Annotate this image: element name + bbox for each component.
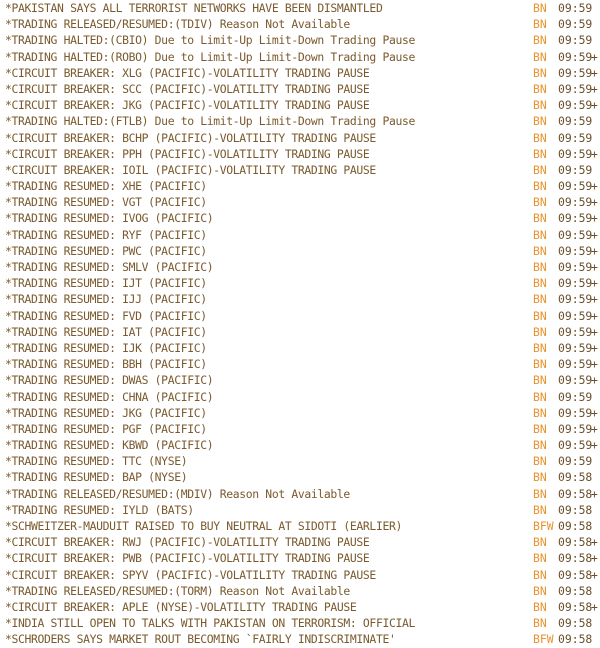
related-stories-marker[interactable]: +	[591, 243, 598, 258]
news-source: BN	[533, 599, 547, 614]
news-headline[interactable]: *TRADING RESUMED: CHNA (PACIFIC)	[5, 389, 214, 404]
related-stories-marker[interactable]: +	[591, 146, 598, 161]
news-time: 09:59	[558, 227, 593, 242]
news-headline[interactable]: *TRADING RESUMED: IAT (PACIFIC)	[5, 324, 207, 339]
news-headline[interactable]: *SCHWEITZER-MAUDUIT RAISED TO BUY NEUTRAL AT SIDOTI (EARLIER)	[5, 519, 402, 533]
news-row[interactable]	[0, 162, 600, 178]
news-row[interactable]	[0, 113, 600, 129]
news-headline[interactable]: *TRADING HALTED:(ROBO) Due to Limit-Up Limit-Down Trading Pause	[5, 49, 415, 64]
news-row[interactable]	[0, 550, 600, 566]
news-source: BN	[533, 373, 547, 388]
related-stories-marker[interactable]: +	[591, 260, 598, 274]
news-row[interactable]	[0, 615, 600, 631]
news-headline[interactable]: *CIRCUIT BREAKER: BCHP (PACIFIC)-VOLATILITY TRADING PAUSE	[5, 130, 376, 145]
news-headline[interactable]: *CIRCUIT BREAKER: SCC (PACIFIC)-VOLATILITY TRADING PAUSE	[5, 81, 370, 96]
news-row[interactable]	[0, 49, 600, 65]
related-stories-marker[interactable]: +	[591, 340, 598, 355]
news-headline[interactable]: *TRADING RESUMED: JKG (PACIFIC)	[5, 405, 207, 420]
news-source: BN	[533, 454, 547, 469]
news-row[interactable]	[0, 308, 600, 324]
news-source: BN	[533, 292, 547, 307]
news-row[interactable]	[0, 631, 600, 647]
news-time: 09:59	[558, 33, 593, 48]
news-source: BN	[533, 421, 547, 436]
news-row[interactable]	[0, 389, 600, 405]
news-headline[interactable]: *CIRCUIT BREAKER: PPH (PACIFIC)-VOLATILITY TRADING PAUSE	[5, 146, 370, 161]
news-headline[interactable]: *TRADING RELEASED/RESUMED:(MDIV) Reason Not Available	[5, 486, 350, 501]
news-headline[interactable]: *TRADING RESUMED: IVOG (PACIFIC)	[5, 211, 214, 226]
related-stories-marker[interactable]: +	[591, 292, 598, 307]
news-time: 09:58	[558, 567, 593, 582]
news-row[interactable]	[0, 227, 600, 243]
news-row[interactable]	[0, 518, 600, 534]
related-stories-marker[interactable]: +	[591, 324, 598, 339]
news-time: 09:59	[558, 324, 593, 339]
news-headline[interactable]: *CIRCUIT BREAKER: PWB (PACIFIC)-VOLATILITY TRADING PAUSE	[5, 551, 370, 566]
news-row[interactable]	[0, 275, 600, 291]
news-source: BN	[533, 276, 547, 291]
news-time: 09:59	[558, 308, 593, 323]
news-headline[interactable]: *CIRCUIT BREAKER: JKG (PACIFIC)-VOLATILITY TRADING PAUSE	[5, 98, 370, 113]
news-source: BN	[533, 308, 547, 323]
related-stories-marker[interactable]: +	[591, 195, 598, 210]
news-time: 09:58	[558, 535, 593, 550]
news-headline[interactable]: *TRADING RESUMED: KBWD (PACIFIC)	[5, 438, 214, 453]
related-stories-marker[interactable]: +	[591, 373, 598, 388]
news-headline[interactable]: *CIRCUIT BREAKER: XLG (PACIFIC)-VOLATILITY TRADING PAUSE	[5, 65, 370, 80]
news-row[interactable]	[0, 356, 600, 372]
news-time: 09:58	[558, 551, 593, 566]
news-time: 09:59	[558, 146, 593, 161]
news-source: BN	[533, 179, 547, 194]
news-row[interactable]	[0, 583, 600, 599]
related-stories-marker[interactable]: +	[591, 486, 598, 501]
news-source: BN	[533, 340, 547, 355]
news-source: BN	[533, 470, 547, 485]
news-row[interactable]	[0, 81, 600, 97]
news-headline[interactable]: *TRADING RELEASED/RESUMED:(TDIV) Reason Not Available	[5, 17, 350, 32]
related-stories-marker[interactable]: +	[591, 81, 598, 96]
news-time: 09:59	[558, 260, 593, 274]
related-stories-marker[interactable]: +	[591, 308, 598, 323]
news-source: BN	[533, 114, 547, 129]
news-row[interactable]	[0, 599, 600, 615]
news-time: 09:59	[558, 357, 593, 372]
news-time: 09:59	[558, 243, 593, 258]
news-row[interactable]	[0, 469, 600, 485]
news-source: BN	[533, 389, 547, 404]
news-time: 09:59	[558, 421, 593, 436]
news-time: 09:59	[558, 195, 593, 210]
news-row[interactable]	[0, 97, 600, 113]
news-time: 09:58	[558, 470, 593, 485]
news-headline[interactable]: *TRADING RESUMED: PGF (PACIFIC)	[5, 421, 207, 436]
news-time: 09:58	[558, 632, 593, 647]
news-source: BFW	[533, 519, 554, 533]
related-stories-marker[interactable]: +	[591, 599, 598, 614]
news-source: BN	[533, 211, 547, 226]
news-source: BN	[533, 486, 547, 501]
news-row[interactable]	[0, 291, 600, 307]
news-headline[interactable]: *TRADING RESUMED: BAP (NYSE)	[5, 470, 188, 485]
news-time: 09:58	[558, 599, 593, 614]
related-stories-marker[interactable]: +	[591, 211, 598, 226]
news-headline[interactable]: *TRADING RESUMED: IJT (PACIFIC)	[5, 276, 207, 291]
news-source: BN	[533, 81, 547, 96]
news-source: BN	[533, 357, 547, 372]
news-time: 09:59	[558, 98, 593, 113]
news-row[interactable]	[0, 405, 600, 421]
news-headline[interactable]: *PAKISTAN SAYS ALL TERRORIST NETWORKS HAVE BEEN DISMANTLED	[5, 1, 383, 15]
news-row[interactable]	[0, 421, 600, 437]
news-row[interactable]	[0, 194, 600, 210]
news-time: 09:59	[558, 81, 593, 96]
related-stories-marker[interactable]: +	[591, 227, 598, 242]
news-source: BN	[533, 17, 547, 32]
news-time: 09:59	[558, 389, 593, 404]
news-row[interactable]	[0, 259, 600, 275]
news-headline[interactable]: *CIRCUIT BREAKER: IOIL (PACIFIC)-VOLATILITY TRADING PAUSE	[5, 162, 376, 177]
news-source: BN	[533, 195, 547, 210]
news-time: 09:59	[558, 17, 593, 32]
news-source: BN	[533, 438, 547, 453]
news-source: BN	[533, 33, 547, 48]
news-source: BN	[533, 405, 547, 420]
news-time: 09:58	[558, 519, 593, 533]
related-stories-marker[interactable]: +	[591, 535, 598, 550]
related-stories-marker[interactable]: +	[591, 179, 598, 194]
news-headline[interactable]: *TRADING RESUMED: VGT (PACIFIC)	[5, 195, 207, 210]
news-source: BN	[533, 227, 547, 242]
news-row[interactable]	[0, 502, 600, 518]
news-row[interactable]	[0, 32, 600, 48]
related-stories-marker[interactable]: +	[591, 65, 598, 80]
related-stories-marker[interactable]: +	[591, 405, 598, 420]
news-headline[interactable]: *TRADING RESUMED: PWC (PACIFIC)	[5, 243, 207, 258]
news-time: 09:58	[558, 502, 593, 517]
news-time: 09:59	[558, 114, 593, 129]
news-time: 09:58	[558, 486, 593, 501]
news-row[interactable]	[0, 130, 600, 146]
news-row[interactable]	[0, 16, 600, 32]
news-time: 09:58	[558, 616, 593, 631]
related-stories-marker[interactable]: +	[591, 276, 598, 291]
news-headline[interactable]: *TRADING RESUMED: IJK (PACIFIC)	[5, 340, 207, 355]
news-time: 09:59	[558, 179, 593, 194]
news-source: BN	[533, 260, 547, 274]
news-headline[interactable]: *TRADING RESUMED: DWAS (PACIFIC)	[5, 373, 214, 388]
news-source: BN	[533, 567, 547, 582]
news-time: 09:59	[558, 211, 593, 226]
news-source: BN	[533, 583, 547, 598]
news-row[interactable]	[0, 324, 600, 340]
news-time: 09:59	[558, 276, 593, 291]
news-row[interactable]	[0, 437, 600, 453]
news-headline[interactable]: *TRADING RESUMED: XHE (PACIFIC)	[5, 179, 207, 194]
related-stories-marker[interactable]: +	[591, 49, 598, 64]
news-headline[interactable]: *TRADING RESUMED: BBH (PACIFIC)	[5, 357, 207, 372]
related-stories-marker[interactable]: +	[591, 357, 598, 372]
news-time: 09:59	[558, 373, 593, 388]
related-stories-marker[interactable]: +	[591, 567, 598, 582]
news-headline[interactable]: *SCHRODERS SAYS MARKET ROUT BECOMING `FAIRLY INDISCRIMINATE'	[5, 632, 396, 647]
news-time: 09:59	[558, 454, 593, 469]
related-stories-marker[interactable]: +	[591, 438, 598, 453]
news-source: BN	[533, 49, 547, 64]
news-headline[interactable]: *TRADING RESUMED: FVD (PACIFIC)	[5, 308, 207, 323]
news-time: 09:59	[558, 405, 593, 420]
news-time: 09:59	[558, 130, 593, 145]
news-row[interactable]	[0, 534, 600, 550]
news-source: BN	[533, 243, 547, 258]
news-source: BN	[533, 551, 547, 566]
news-time: 09:59	[558, 340, 593, 355]
news-row[interactable]	[0, 340, 600, 356]
news-row[interactable]	[0, 453, 600, 469]
news-source: BN	[533, 616, 547, 631]
news-headline[interactable]: *TRADING RESUMED: SMLV (PACIFIC)	[5, 260, 214, 274]
news-time: 09:59	[558, 65, 593, 80]
news-time: 09:59	[558, 438, 593, 453]
news-source: BN	[533, 324, 547, 339]
news-source: BN	[533, 98, 547, 113]
news-row[interactable]	[0, 178, 600, 194]
related-stories-marker[interactable]: +	[591, 421, 598, 436]
news-headline[interactable]: *TRADING HALTED:(CBIO) Due to Limit-Up Limit-Down Trading Pause	[5, 33, 415, 48]
news-row[interactable]	[0, 0, 600, 16]
news-headline[interactable]: *TRADING RESUMED: TTC (NYSE)	[5, 454, 188, 469]
news-source: BN	[533, 502, 547, 517]
news-row[interactable]	[0, 65, 600, 81]
news-row[interactable]	[0, 372, 600, 388]
news-headline[interactable]: *CIRCUIT BREAKER: SPYV (PACIFIC)-VOLATILITY TRADING PAUSE	[5, 567, 376, 582]
news-time: 09:59	[558, 292, 593, 307]
news-time: 09:59	[558, 1, 593, 15]
related-stories-marker[interactable]: +	[591, 98, 598, 113]
news-source: BFW	[533, 632, 554, 647]
news-row[interactable]	[0, 486, 600, 502]
related-stories-marker[interactable]: +	[591, 551, 598, 566]
news-headline[interactable]: *TRADING RESUMED: IJJ (PACIFIC)	[5, 292, 207, 307]
news-source: BN	[533, 130, 547, 145]
news-time: 09:59	[558, 162, 593, 177]
news-source: BN	[533, 1, 547, 15]
news-headline[interactable]: *CIRCUIT BREAKER: APLE (NYSE)-VOLATILITY TRADING PAUSE	[5, 599, 357, 614]
news-time: 09:59	[558, 49, 593, 64]
news-headline[interactable]: *CIRCUIT BREAKER: RWJ (PACIFIC)-VOLATILITY TRADING PAUSE	[5, 535, 370, 550]
news-headline[interactable]: *TRADING RESUMED: RYF (PACIFIC)	[5, 227, 207, 242]
news-time: 09:58	[558, 583, 593, 598]
news-headline[interactable]: *TRADING HALTED:(FTLB) Due to Limit-Up Limit-Down Trading Pause	[5, 114, 415, 129]
news-row[interactable]	[0, 243, 600, 259]
news-row[interactable]	[0, 146, 600, 162]
news-source: BN	[533, 162, 547, 177]
news-headline[interactable]: *TRADING RESUMED: IYLD (BATS)	[5, 502, 194, 517]
news-headline[interactable]: *INDIA STILL OPEN TO TALKS WITH PAKISTAN ON TERRORISM: OFFICIAL	[5, 616, 415, 631]
news-source: BN	[533, 65, 547, 80]
news-row[interactable]	[0, 567, 600, 583]
news-headline[interactable]: *TRADING RELEASED/RESUMED:(TORM) Reason Not Available	[5, 583, 350, 598]
news-source: BN	[533, 535, 547, 550]
news-row[interactable]	[0, 210, 600, 226]
news-source: BN	[533, 146, 547, 161]
